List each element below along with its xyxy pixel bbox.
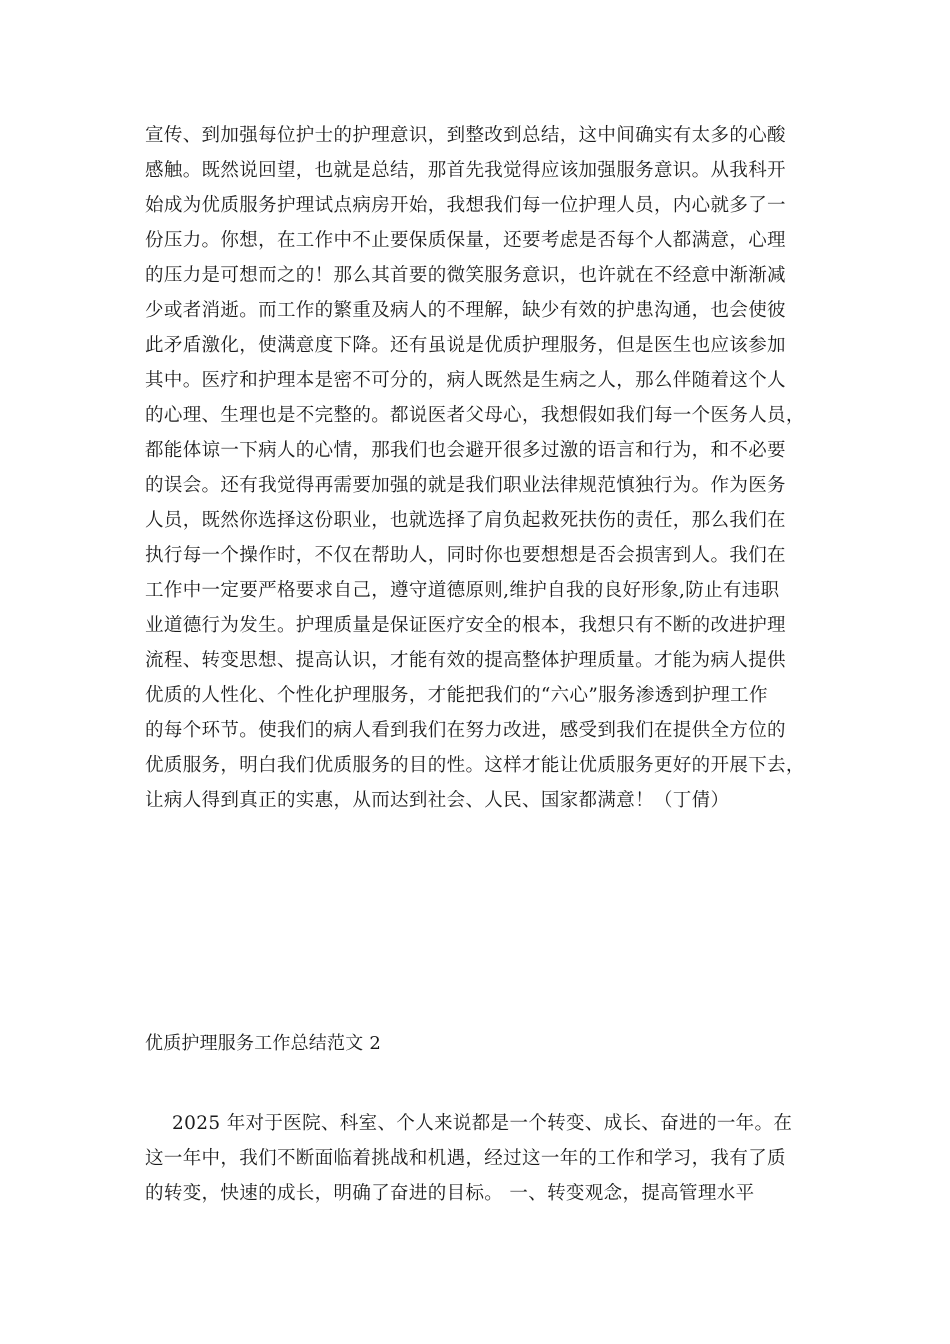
section-heading: 优质护理服务工作总结范文 2 xyxy=(145,1033,381,1054)
paragraph-line: 的误会。还有我觉得再需要加强的就是我们职业法律规范慎独行为。作为医务 xyxy=(145,475,786,496)
paragraph-line: 的转变，快速的成长，明确了奋进的目标。 一、转变观念，提高管理水平 xyxy=(145,1183,755,1204)
paragraph-line: 人员，既然你选择这份职业，也就选择了肩负起救死扶伤的责任，那么我们在 xyxy=(145,510,786,531)
paragraph-line: 优质服务，明白我们优质服务的目的性。这样才能让优质服务更好的开展下去， xyxy=(145,755,805,776)
paragraph-line: 此矛盾激化，使满意度下降。还有虽说是优质护理服务，但是医生也应该参加 xyxy=(145,335,786,356)
paragraph-line: 感触。既然说回望，也就是总结，那首先我觉得应该加强服务意识。从我科开 xyxy=(145,160,786,181)
paragraph-line: 的每个环节。使我们的病人看到我们在努力改进，感受到我们在提供全方位的 xyxy=(145,720,786,741)
paragraph-line: 执行每一个操作时，不仅在帮助人，同时你也要想想是否会损害到人。我们在 xyxy=(145,545,786,566)
paragraph-line: 的心理、生理也是不完整的。都说医者父母心，我想假如我们每一个医务人员， xyxy=(145,405,805,426)
paragraph-line: 2025 年对于医院、科室、个人来说都是一个转变、成长、奋进的一年。在 xyxy=(172,1113,793,1134)
paragraph-line: 都能体谅一下病人的心情，那我们也会避开很多过激的语言和行为，和不必要 xyxy=(145,440,786,461)
paragraph-line: 的压力是可想而之的！那么其首要的微笑服务意识，也许就在不经意中渐渐减 xyxy=(145,265,786,286)
paragraph-line: 少或者消逝。而工作的繁重及病人的不理解，缺少有效的护患沟通，也会使彼 xyxy=(145,300,786,321)
paragraph-line: 优质的人性化、个性化护理服务，才能把我们的“六心”服务渗透到护理工作 xyxy=(145,685,768,706)
paragraph-line: 宣传、到加强每位护士的护理意识，到整改到总结，这中间确实有太多的心酸 xyxy=(145,125,786,146)
paragraph-line: 始成为优质服务护理试点病房开始，我想我们每一位护理人员，内心就多了一 xyxy=(145,195,786,216)
paragraph-line: 其中。医疗和护理本是密不可分的，病人既然是生病之人，那么伴随着这个人 xyxy=(145,370,786,391)
paragraph-line: 让病人得到真正的实惠，从而达到社会、人民、国家都满意！（丁倩） xyxy=(145,790,730,811)
paragraph-line: 业道德行为发生。护理质量是保证医疗安全的根本，我想只有不断的改进护理 xyxy=(145,615,786,636)
paragraph-line: 工作中一定要严格要求自己，遵守道德原则,维护自我的良好形象,防止有违职 xyxy=(145,580,780,601)
paragraph-line: 流程、转变思想、提高认识，才能有效的提高整体护理质量。才能为病人提供 xyxy=(145,650,786,671)
paragraph-line: 份压力。你想，在工作中不止要保质保量，还要考虑是否每个人都满意，心理 xyxy=(145,230,786,251)
paragraph-line: 这一年中，我们不断面临着挑战和机遇，经过这一年的工作和学习，我有了质 xyxy=(145,1148,786,1169)
